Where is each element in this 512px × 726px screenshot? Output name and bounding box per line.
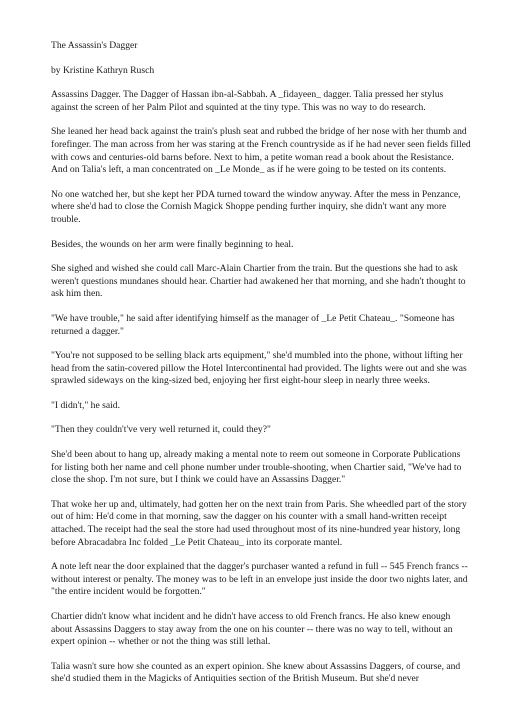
paragraph: Assassins Dagger. The Dagger of Hassan ibn-al-Sabbah. A _fidayeen_ dagger. Talia pressed her stylus against the screen of her Palm Pilot and squinted at the tiny type. This was no way to do research. (51, 89, 444, 113)
paragraph: "I didn't," he said. (51, 399, 120, 411)
paragraph: Talia wasn't sure how she counted as an expert opinion. She knew about Assassins Daggers, of course, and she'd studied them in the Magicks of Antiquities section of the British Museum. But she'd never (51, 660, 461, 685)
paragraph: She'd been about to hang up, already making a mental note to reem out someone in Corporate Publications for listing both her name and cell phone number under trouble-shooting, when Chartier said, "We've had to close the shop. I'm not sure, but I think we could have an Assassins Dagger." (51, 449, 462, 486)
paragraph: Chartier didn't know what incident and he didn't have access to old French francs. He also knew enough about Assassins Daggers to stay away from the one on his counter -- there was no way to tell, without an expert opinion -- whether or not the thing was still lethal. (51, 611, 453, 648)
paragraph: "You're not supposed to be selling black arts equipment," she'd mumbled into the phone, without lifting her head from the satin-covered pillow the Hotel Intercontinental had provided. The lights were out and she was sprawled sideways on the king-sized bed, enjoying her first eight-hour sleep in nearly three weeks. (51, 350, 467, 387)
paragraph: "We have trouble," he said after identifying himself as the manager of _Le Petit Chateau_. "Someone has returned a dagger." (51, 312, 455, 337)
paragraph: Besides, the wounds on her arm were finally beginning to heal. (51, 238, 294, 250)
paragraph: She leaned her head back against the train's plush seat and rubbed the bridge of her nose with her thumb and forefinger. The man across from her was staring at the French countryside as if he had never seen fields filled with cows and centuries-old barns before. Next to him, a petite woman read a book about the Resistance. And on Talia's left, a man concentrated on _Le Monde_ as if he were going to be tested on its contents. (51, 126, 471, 176)
paragraph: That woke her up and, ultimately, had gotten her on the next train from Paris. She wheedled part of the story out of him: He'd come in that morning, saw the dagger on his counter with a small hand-written receipt attached. The receipt had the seal the store had used throughout most of its nine-hundred year history, long before Abracadabra Inc folded _Le Petit Chateau_ into its corporate mantel. (51, 498, 467, 548)
story-title: The Assassin's Dagger (51, 40, 138, 51)
paragraph: "Then they couldn't've very well returned it, could they?" (51, 424, 271, 436)
story-author: by Kristine Kathryn Rusch (51, 64, 155, 76)
paragraph: She sighed and wished she could call Marc-Alain Chartier from the train. But the questions she had to ask weren't questions mundanes should hear. Chartier had awakened her that morning, and she hadn't thought to ask him then. (51, 263, 466, 300)
paragraph: A note left near the door explained that the dagger's purchaser wanted a refund in full -- 545 French francs -- without interest or penalty. The money was to be left in an envelope just inside the door two nights later, and "the entire incident would be forgotten." (51, 561, 468, 598)
paragraph: No one watched her, but she kept her PDA turned toward the window anyway. After the mess in Penzance, where she'd had to close the Cornish Magick Shoppe pending further inquiry, she didn't want any more trouble. (51, 188, 461, 225)
